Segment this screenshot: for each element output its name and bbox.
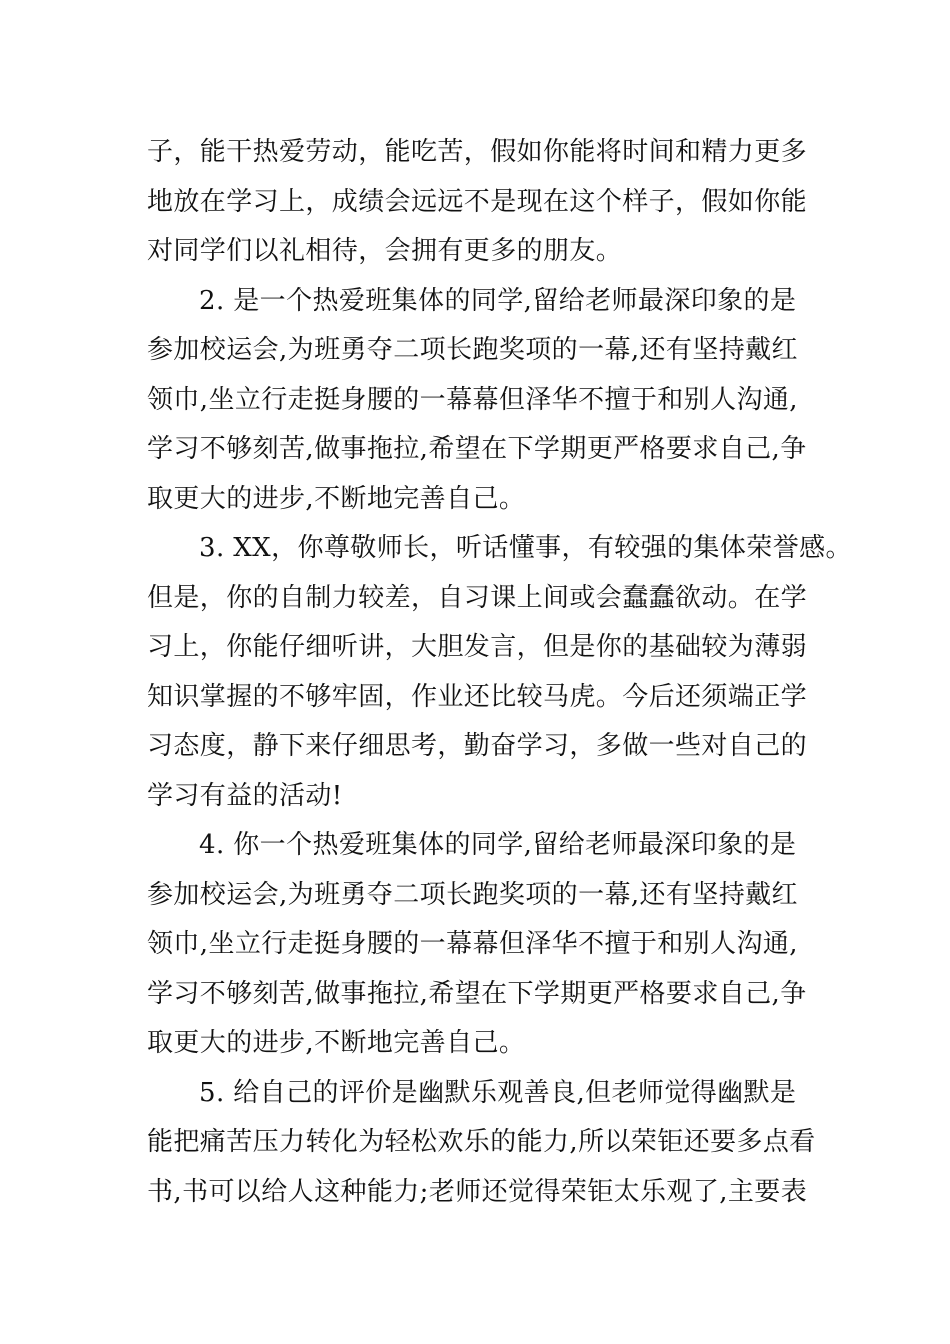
paragraph-4 [147,821,827,1069]
text-line: 参加校运会,为班勇夺二项长跑奖项的一幕,还有坚持戴红 [147,335,798,365]
text-line: 子，能干热爱劳动，能吃苦，假如你能将时间和精力更多 [147,137,808,167]
paragraph-5 [147,1069,827,1218]
paragraph-2 [147,277,827,525]
text-line: 书,书可以给人这种能力;老师还觉得荣钜太乐观了,主要表 [147,1176,808,1207]
document-body [147,128,852,1217]
text-line: 领巾,坐立行走挺身腰的一幕幕但泽华不擅于和别人沟通, [147,929,798,959]
text-line: 但是，你的自制力较差，自习课上间或会蠢蠢欲动。在学 [147,582,808,613]
text-line: 3. XX，你尊敬师长，听话懂事，有较强的集体荣誉感。 [199,533,852,563]
text-line: 习上，你能仔细听讲，大胆发言，但是你的基础较为薄弱 [147,632,808,662]
text-line: 对同学们以礼相待，会拥有更多的朋友。 [147,236,623,266]
text-line: 5. 给自己的评价是幽默乐观善良,但老师觉得幽默是 [199,1077,797,1108]
text-line: 2. 是一个热爱班集体的同学,留给老师最深印象的是 [199,285,797,316]
text-line: 习态度，静下来仔细思考，勤奋学习，多做一些对自己的 [147,731,808,761]
text-line: 取更大的进步,不断地完善自己。 [147,483,526,514]
paragraph-1 [147,128,827,277]
text-line: 知识掌握的不够牢固，作业还比较马虎。今后还须端正学 [147,681,808,712]
text-line: 学习有益的活动! [147,780,343,811]
paragraph-3 [147,524,852,821]
text-line: 学习不够刻苦,做事拖拉,希望在下学期更严格要求自己,争 [147,434,807,464]
text-line: 学习不够刻苦,做事拖拉,希望在下学期更严格要求自己,争 [147,978,807,1009]
text-line: 4. 你一个热爱班集体的同学,留给老师最深印象的是 [199,830,797,860]
text-line: 地放在学习上，成绩会远远不是现在这个样子，假如你能 [147,186,808,217]
text-line: 能把痛苦压力转化为轻松欢乐的能力,所以荣钜还要多点看 [147,1127,816,1157]
text-line: 领巾,坐立行走挺身腰的一幕幕但泽华不擅于和别人沟通, [147,384,798,415]
text-line: 取更大的进步,不断地完善自己。 [147,1028,526,1058]
text-line: 参加校运会,为班勇夺二项长跑奖项的一幕,还有坚持戴红 [147,879,798,910]
